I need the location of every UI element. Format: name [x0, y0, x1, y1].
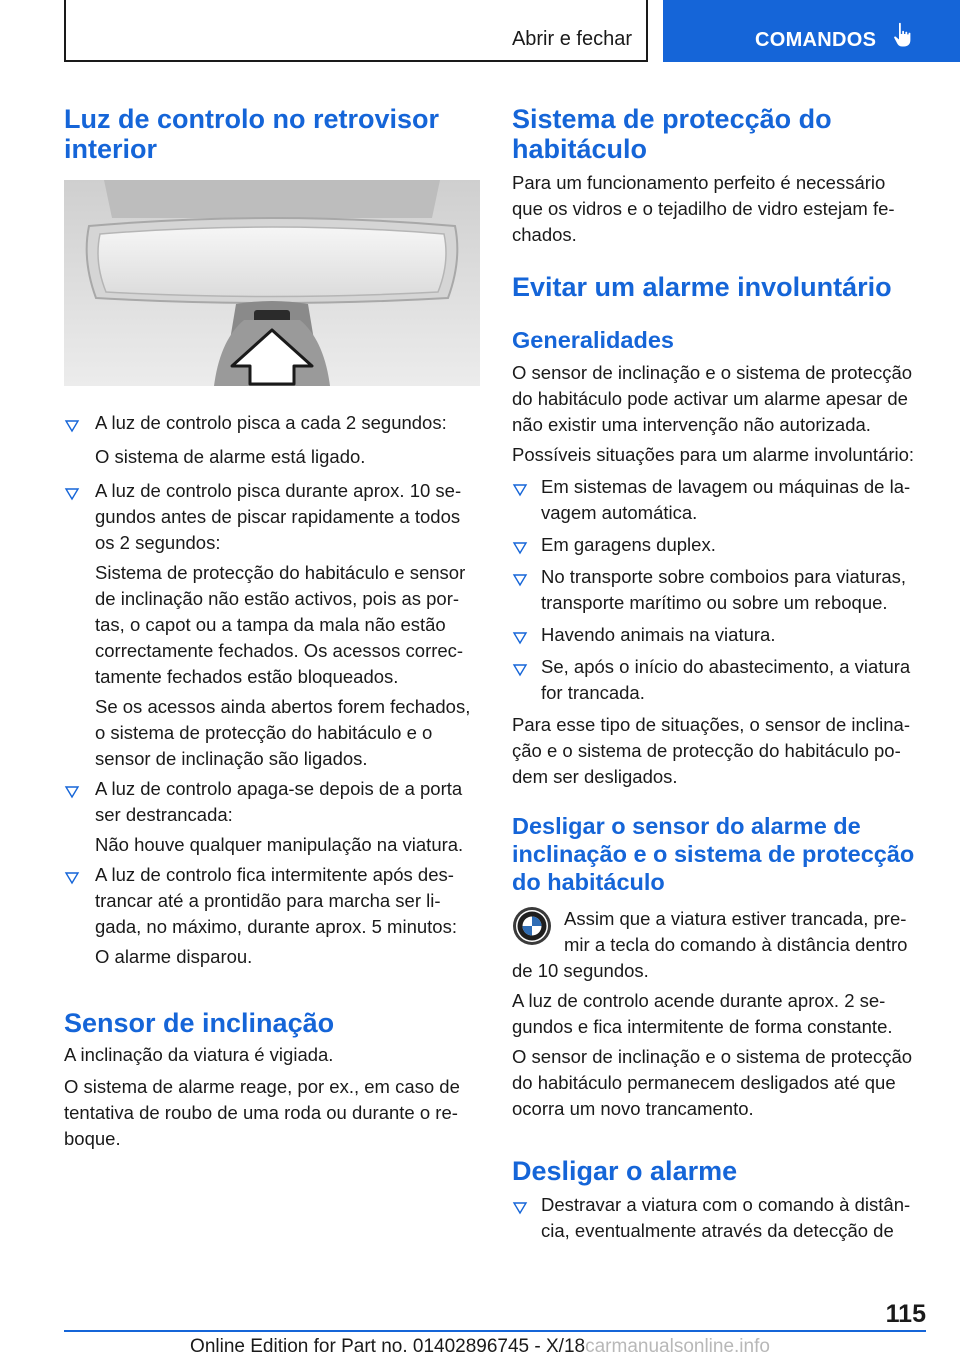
paragraph-line: gundos e fica intermitente de forma constante. [512, 1016, 893, 1037]
remote-key-icon [512, 906, 552, 946]
bullet-text: A luz de controlo fica intermitente após des- [95, 864, 454, 885]
paragraph-line: O sensor de inclinação e o sistema de protecção [512, 1046, 913, 1067]
bullet-subtext: sensor de inclinação são ligados. [95, 748, 368, 769]
bullet-subtext: tamente fechados estão bloqueados. [95, 666, 399, 687]
bullet-subtext: o sistema de protecção do habitáculo e o [95, 722, 433, 743]
section-title-interior-protection [512, 104, 832, 164]
rearview-mirror-illustration [64, 180, 480, 386]
paragraph-line: mir a tecla do comando à distância dentro [564, 934, 908, 955]
paragraph-line: chados. [512, 224, 577, 245]
header-chapter-tab [663, 0, 960, 62]
paragraph-line: do habitáculo permanecem desligados até que [512, 1072, 896, 1093]
paragraph-line: não existir uma intervenção não autorizada. [512, 414, 871, 435]
paragraph-line: que os vidros e o tejadilho de vidro estejam fe- [512, 198, 895, 219]
bullet-text: Se, após o início do abastecimento, a viatura [541, 656, 911, 677]
bullet-text: transporte marítimo ou sobre um reboque. [541, 592, 888, 613]
bullet-subtext: tas, o capot ou a tampa da mala não estão [95, 614, 446, 635]
bullet-text: Em sistemas de lavagem ou máquinas de la- [541, 476, 911, 497]
subsection-title-general: Generalidades [512, 327, 674, 353]
triangle-bullet-icon [64, 416, 80, 436]
page-header [0, 0, 960, 66]
paragraph-line: Para um funcionamento perfeito é necessário [512, 172, 886, 193]
bullet-text: vagem automática. [541, 502, 698, 523]
bullet-text: gundos antes de piscar rapidamente a todos [95, 506, 461, 527]
title-line: do habitáculo [512, 869, 665, 895]
rearview-mirror-figure [64, 180, 480, 386]
bullet-text: os 2 segundos: [95, 532, 221, 553]
paragraph-line: tentativa de roubo de uma roda ou durante o re- [64, 1102, 458, 1123]
bullet-subtext: correctamente fechados. Os acessos correc- [95, 640, 464, 661]
paragraph-line: O sistema de alarme reage, por ex., em caso de [64, 1076, 460, 1097]
paragraph-line: dem ser desligados. [512, 766, 678, 787]
page-number: 115 [885, 1300, 926, 1328]
edition-text: Online Edition for Part no. 01402896745 - X/18 [190, 1336, 586, 1357]
bullet-text: Havendo animais na viatura. [541, 624, 776, 645]
triangle-bullet-icon [64, 868, 80, 888]
triangle-bullet-icon [512, 570, 528, 590]
bullet-subtext: de inclinação não estão activos, pois as por- [95, 588, 460, 609]
footer-edition [0, 1336, 960, 1358]
triangle-bullet-icon [512, 660, 528, 680]
paragraph-line: ocorra um novo trancamento. [512, 1098, 754, 1119]
triangle-bullet-icon [64, 484, 80, 504]
title-line: Desligar o sensor do alarme de [512, 813, 861, 839]
paragraph-line: do habitáculo pode activar um alarme apesar de [512, 388, 908, 409]
section-title-disable-alarm: Desligar o alarme [512, 1156, 738, 1186]
bullet-subtext: Sistema de protecção do habitáculo e sensor [95, 562, 466, 583]
triangle-bullet-icon [512, 480, 528, 500]
bullet-subtext: Se os acessos ainda abertos forem fechados, [95, 696, 471, 717]
bullet-subtext: O alarme disparou. [95, 946, 253, 967]
triangle-bullet-icon [512, 1198, 528, 1218]
tilt-sensor-intro: A inclinação da viatura é vigiada. [64, 1044, 334, 1065]
paragraph-line: ção e o sistema de protecção do habitáculo po- [512, 740, 901, 761]
footer-divider [64, 1330, 926, 1332]
triangle-bullet-icon [512, 628, 528, 648]
triangle-bullet-icon [512, 538, 528, 558]
title-line: Luz de controlo no retrovisor [64, 104, 440, 134]
section-title-mirror-light [64, 104, 439, 164]
bullet-text: Em garagens duplex. [541, 534, 716, 555]
pointing-hand-icon [892, 22, 916, 48]
paragraph-line: A luz de controlo acende durante aprox. 2 se- [512, 990, 886, 1011]
subsection-title-disable-sensor [512, 812, 914, 896]
bullet-text: for trancada. [541, 682, 645, 703]
title-line: inclinação e o sistema de protecção [512, 841, 915, 867]
bullet-text: A luz de controlo apaga-se depois de a porta [95, 778, 463, 799]
title-line: interior [64, 134, 158, 164]
section-title-avoid-alarm: Evitar um alarme involuntário [512, 272, 892, 302]
paragraph-line: boque. [64, 1128, 121, 1149]
paragraph-line: Para esse tipo de situações, o sensor de inclina- [512, 714, 910, 735]
title-line: habitáculo [512, 134, 648, 164]
bullet-subtext: Não houve qualquer manipulação na viatura. [95, 834, 464, 855]
section-title-tilt-sensor: Sensor de inclinação [64, 1008, 335, 1038]
bullet-text: Destravar a viatura com o comando à distân- [541, 1194, 911, 1215]
triangle-bullet-icon [64, 782, 80, 802]
header-section-box [64, 0, 648, 62]
header-section-title: Abrir e fechar [511, 28, 632, 50]
paragraph-line: de 10 segundos. [512, 960, 649, 981]
situations-intro: Possíveis situações para um alarme involuntário: [512, 444, 915, 465]
bullet-text: A luz de controlo pisca durante aprox. 10 se- [95, 480, 462, 501]
watermark-text: carmanualsonline.info [585, 1336, 770, 1357]
header-chapter-label: COMANDOS [755, 29, 877, 51]
paragraph-line: O sensor de inclinação e o sistema de protecção [512, 362, 913, 383]
bullet-text: ser destrancada: [95, 804, 233, 825]
bullet-text: gada, no máximo, durante aprox. 5 minutos: [95, 916, 457, 937]
bullet-text: cia, eventualmente através da detecção de [541, 1220, 894, 1241]
paragraph-line: Assim que a viatura estiver trancada, pre- [564, 908, 907, 929]
bullet-text: No transporte sobre comboios para viaturas, [541, 566, 907, 587]
bullet-text: trancar até a prontidão para marcha ser li- [95, 890, 441, 911]
bullet-subtext: O sistema de alarme está ligado. [95, 446, 366, 467]
title-line: Sistema de protecção do [512, 104, 832, 134]
bullet-text: A luz de controlo pisca a cada 2 segundos: [95, 412, 447, 433]
